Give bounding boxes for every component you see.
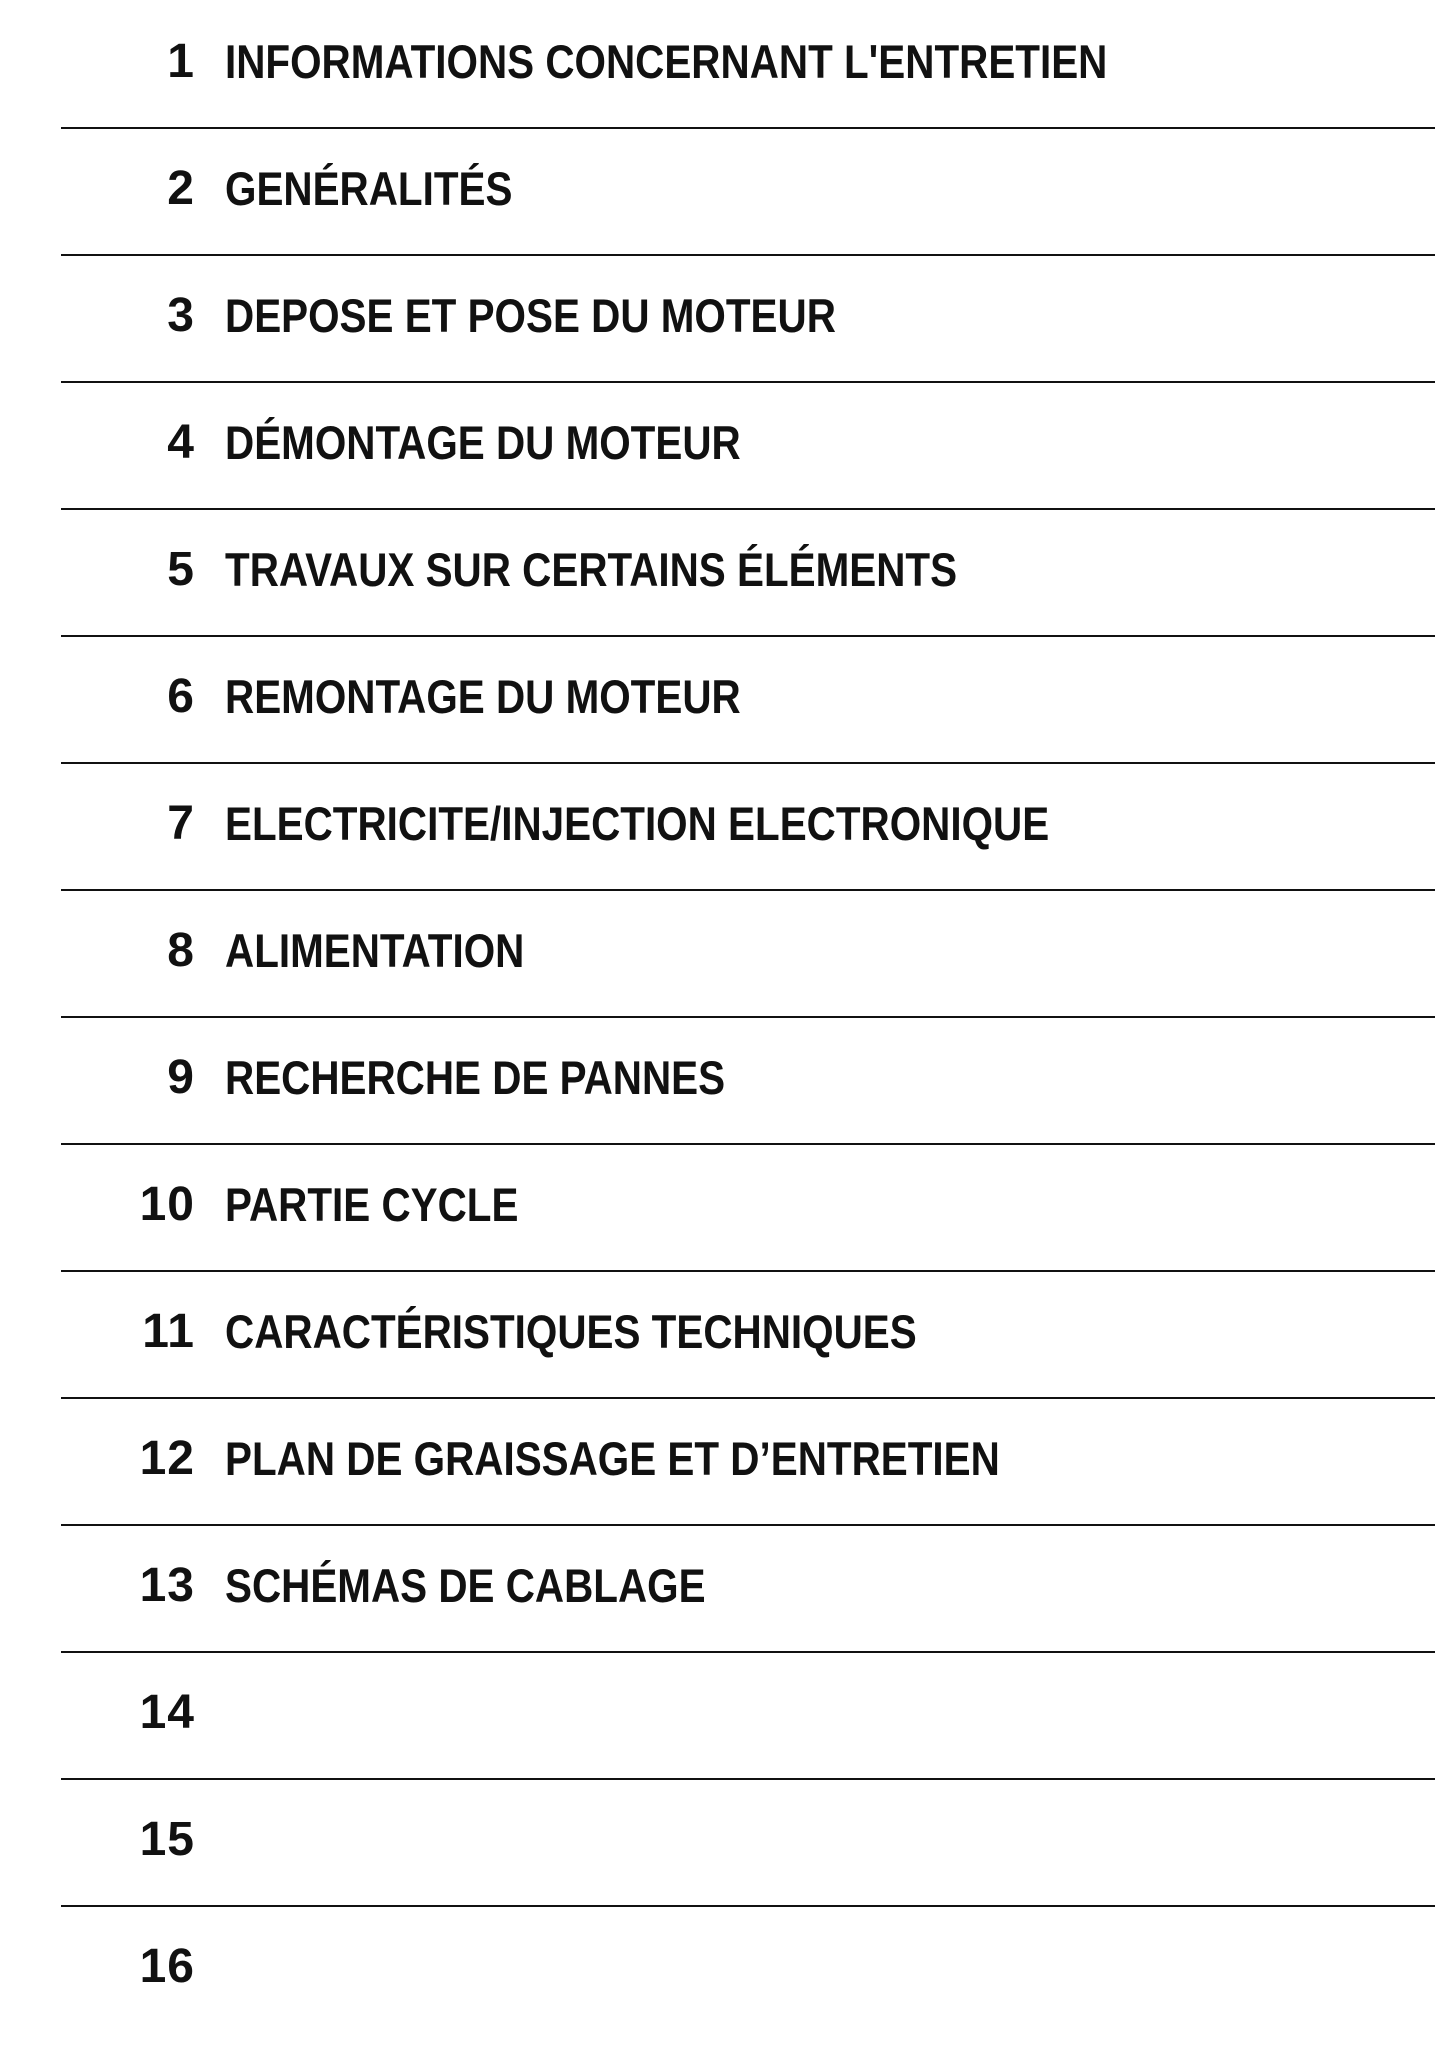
toc-row[interactable]	[0, 1778, 1445, 1905]
chapter-title[interactable]: CARACTÉRISTIQUES TECHNIQUES	[225, 1305, 917, 1358]
divider	[61, 1016, 1435, 1018]
toc-row[interactable]	[0, 0, 1445, 127]
divider	[61, 1397, 1435, 1399]
chapter-title[interactable]: REMONTAGE DU MOTEUR	[225, 670, 741, 723]
chapter-number: 13	[139, 1559, 195, 1612]
toc-row[interactable]	[0, 127, 1445, 254]
chapter-number: 8	[167, 924, 195, 977]
chapter-number: 5	[167, 543, 195, 596]
chapter-title[interactable]: TRAVAUX SUR CERTAINS ÉLÉMENTS	[225, 543, 958, 596]
divider	[61, 381, 1435, 383]
chapter-number: 14	[139, 1686, 195, 1739]
chapter-number: 4	[167, 416, 195, 469]
divider	[61, 508, 1435, 510]
divider	[61, 762, 1435, 764]
chapter-number: 6	[167, 670, 195, 723]
chapter-title[interactable]: RECHERCHE DE PANNES	[225, 1051, 726, 1104]
chapter-number: 9	[167, 1051, 195, 1104]
toc-row[interactable]	[0, 1905, 1445, 2032]
chapter-title[interactable]: ALIMENTATION	[225, 924, 525, 977]
chapter-number: 2	[167, 162, 195, 215]
chapter-number: 10	[139, 1178, 195, 1231]
divider	[61, 1778, 1435, 1780]
chapter-number: 12	[139, 1432, 195, 1485]
chapter-title[interactable]: PARTIE CYCLE	[225, 1178, 519, 1231]
divider	[61, 254, 1435, 256]
toc-row[interactable]	[0, 254, 1445, 381]
chapter-number: 15	[139, 1813, 195, 1866]
chapter-title[interactable]: SCHÉMAS DE CABLAGE	[225, 1559, 706, 1612]
toc-row[interactable]	[0, 1270, 1445, 1397]
divider	[61, 1905, 1435, 1907]
toc-row[interactable]	[0, 762, 1445, 889]
divider	[61, 1143, 1435, 1145]
toc-row[interactable]	[0, 1524, 1445, 1651]
divider	[61, 1270, 1435, 1272]
toc-row[interactable]	[0, 1651, 1445, 1778]
toc-row[interactable]	[0, 635, 1445, 762]
chapter-number: 11	[142, 1305, 195, 1358]
toc-row[interactable]	[0, 1143, 1445, 1270]
toc-row[interactable]	[0, 381, 1445, 508]
divider	[61, 127, 1435, 129]
chapter-title[interactable]: DÉMONTAGE DU MOTEUR	[225, 416, 741, 469]
toc-row[interactable]	[0, 508, 1445, 635]
chapter-title[interactable]: PLAN DE GRAISSAGE ET D’ENTRETIEN	[225, 1432, 1000, 1485]
divider	[61, 635, 1435, 637]
toc-row[interactable]	[0, 1397, 1445, 1524]
chapter-title[interactable]: ELECTRICITE/INJECTION ELECTRONIQUE	[225, 797, 1050, 850]
toc-row[interactable]	[0, 889, 1445, 1016]
divider	[61, 889, 1435, 891]
chapter-number: 3	[167, 289, 195, 342]
divider	[61, 1651, 1435, 1653]
divider	[61, 1524, 1435, 1526]
chapter-title[interactable]: DEPOSE ET POSE DU MOTEUR	[225, 289, 836, 342]
chapter-number: 7	[167, 797, 195, 850]
chapter-title[interactable]: GENÉRALITÉS	[225, 162, 513, 215]
chapter-title[interactable]: INFORMATIONS CONCERNANT L'ENTRETIEN	[225, 35, 1108, 88]
chapter-number: 1	[167, 35, 195, 88]
chapter-number: 16	[139, 1940, 195, 1993]
toc-row[interactable]	[0, 1016, 1445, 1143]
